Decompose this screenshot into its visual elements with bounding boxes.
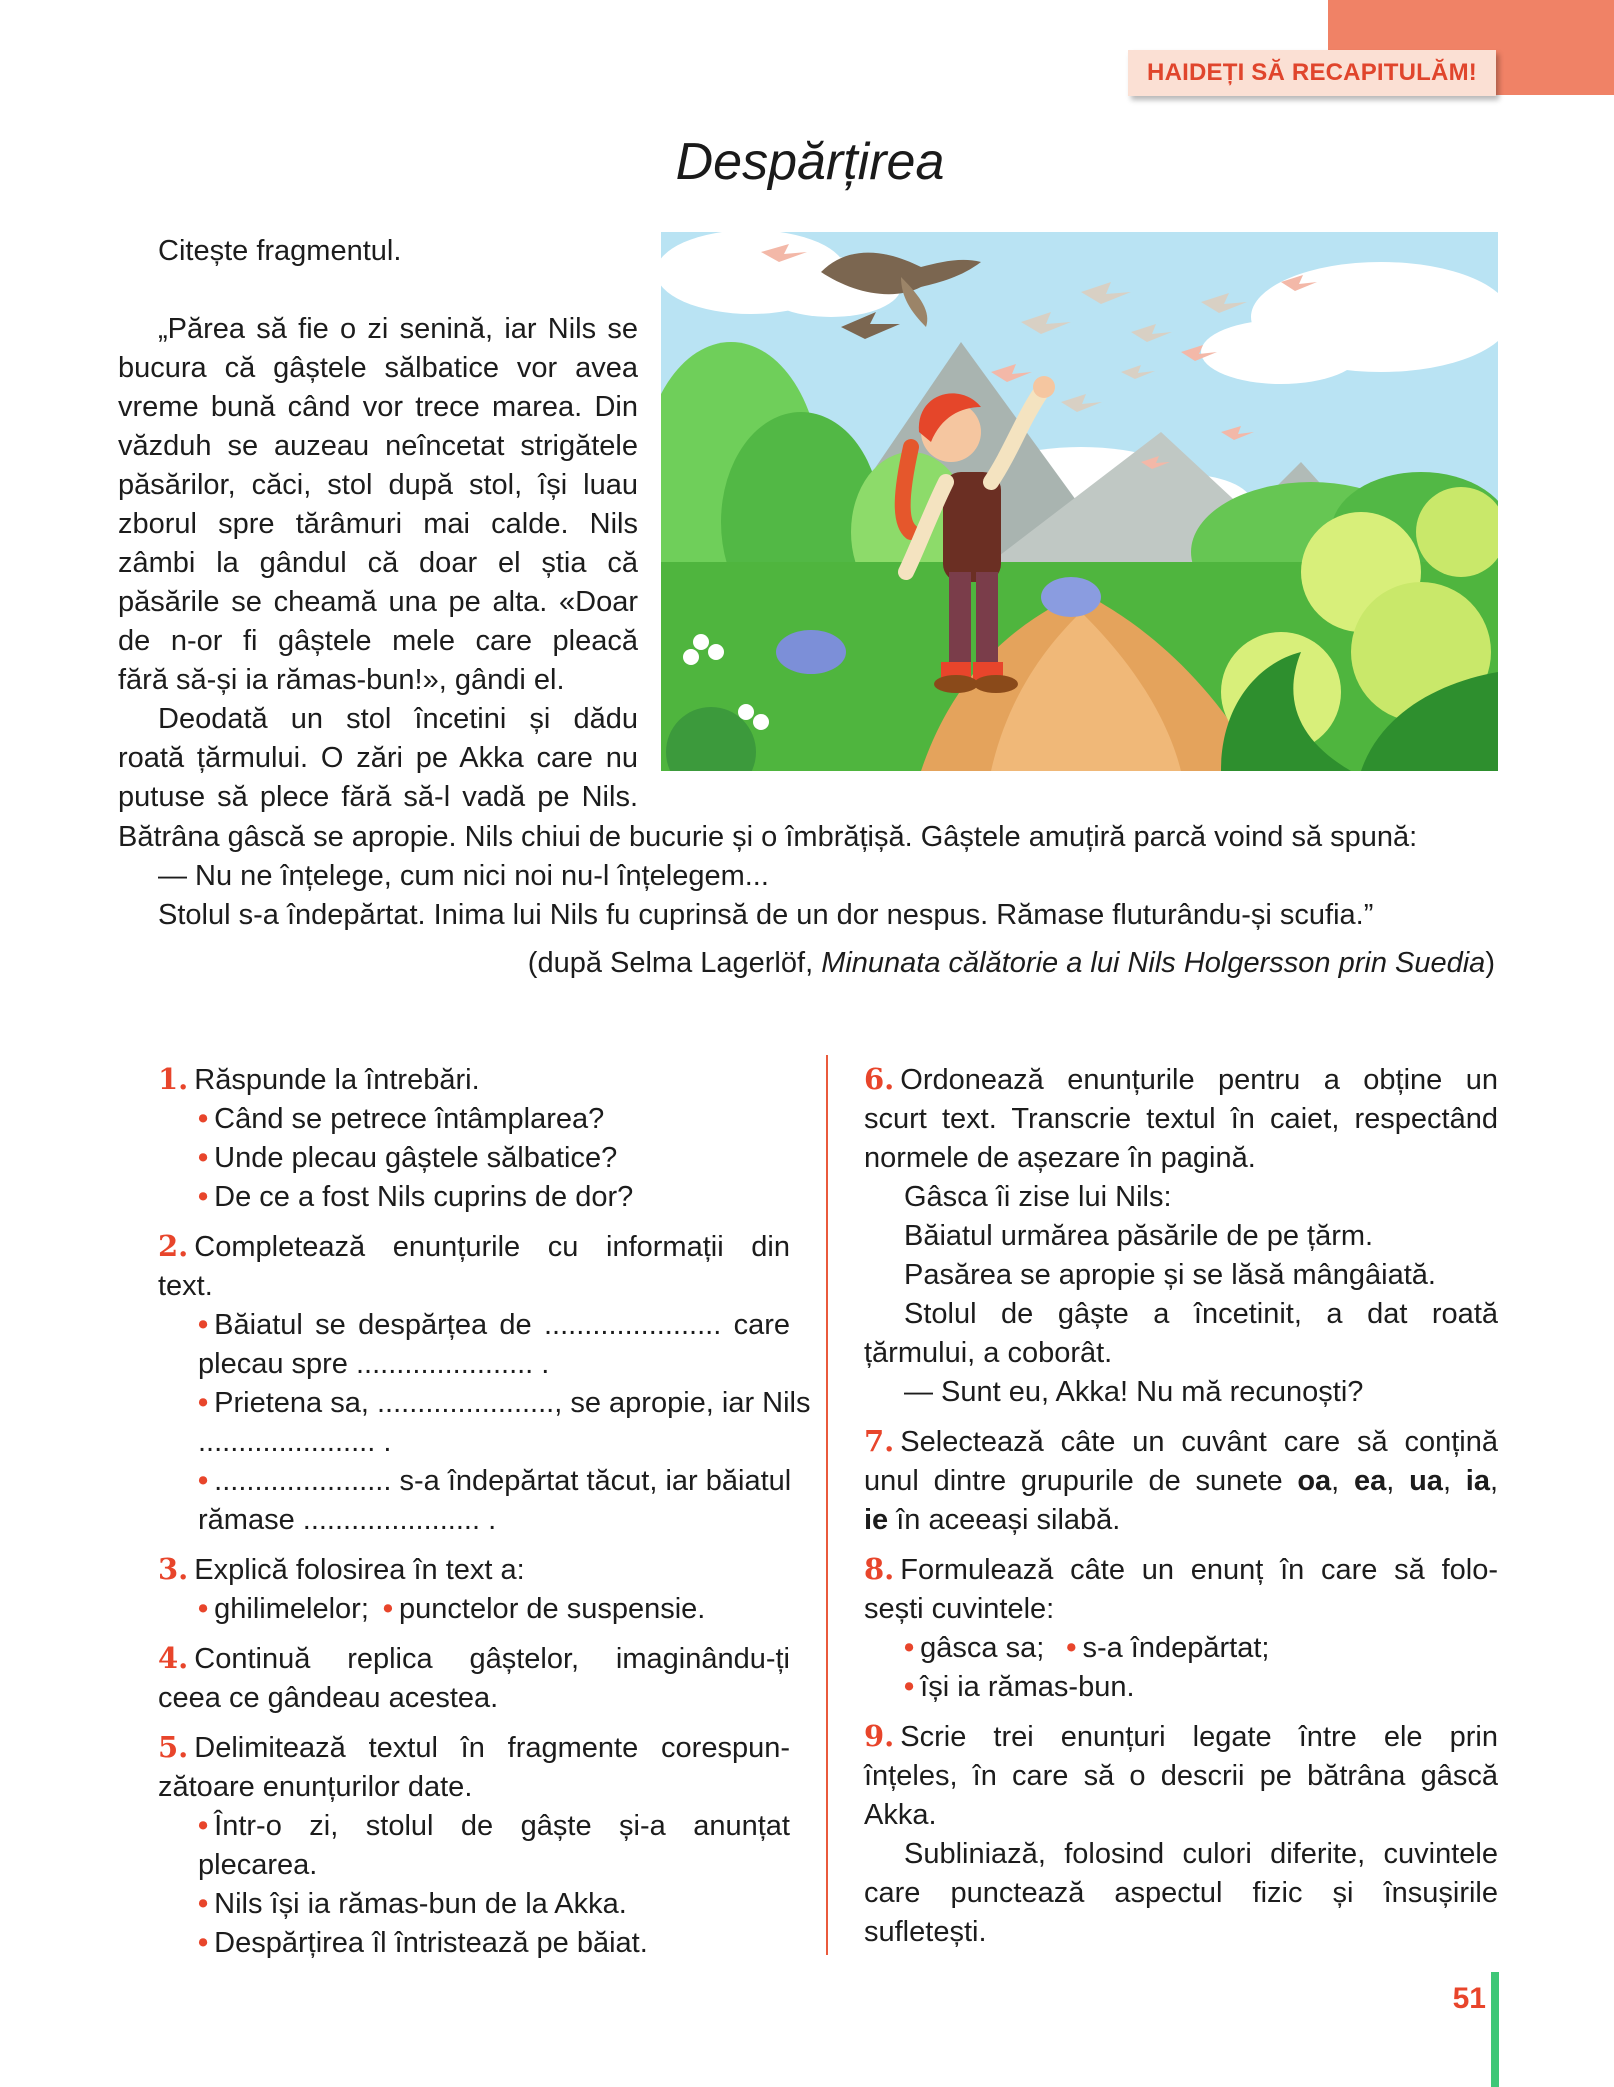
exercise-6	[864, 1060, 1498, 1412]
exercise-note-cont: care punctează aspectul fizic și însușirile	[864, 1877, 1498, 1909]
exercise-prompt-cont: unul dintre grupurile de sunete oa, ea, ua, ia,	[864, 1465, 1499, 1497]
list-item	[864, 1629, 1498, 1668]
passage-line: fără să-și ia rămas-bun!», gândi el.	[118, 664, 565, 696]
exercise-9	[864, 1717, 1498, 1952]
list-item	[158, 1384, 811, 1423]
exercise-5	[158, 1728, 790, 1963]
exercise-prompt: Completează enunțurile cu informații din	[194, 1231, 790, 1263]
passage-line: bucura că gâștele sălbatice vor avea	[118, 352, 638, 384]
page-title: Despărțirea	[675, 133, 945, 191]
passage-line: Deodată un stol încetini și dădu	[158, 703, 638, 735]
sentence-item-cont: țărmului, a coborât.	[864, 1337, 1113, 1369]
list-item-text: Când se petrece întâmplarea?	[214, 1103, 605, 1135]
passage-left-column	[118, 232, 638, 817]
list-item	[158, 1178, 790, 1217]
exercise-prompt-cont: zătoare enunțurilor date.	[158, 1771, 473, 1803]
exercise-note: Subliniază, folosind culori diferite, cuvintele	[904, 1838, 1498, 1870]
reading-instruction-text: Citește fragmentul.	[158, 235, 402, 267]
list-item-text: ghilimelelor;	[214, 1593, 369, 1625]
passage-line: păsărilor, căci, stol după stol, își luau	[118, 469, 638, 501]
passage-dialogue-line: — Nu ne înțelege, cum nici noi nu-l înțelegem...	[158, 860, 769, 892]
exercise-number: 9.	[864, 1719, 895, 1753]
exercise-prompt: Explică folosirea în text a:	[194, 1554, 525, 1586]
separator: ,	[1331, 1465, 1354, 1497]
sentence-item: Gâsca îi zise lui Nils:	[904, 1181, 1172, 1213]
bullet-icon: •	[198, 1103, 209, 1135]
list-item	[158, 1139, 790, 1178]
exercise-prompt: Ordonează enunțurile pentru a obține un	[900, 1064, 1498, 1096]
passage-line: Stolul s-a îndepărtat. Inima lui Nils fu cuprinsă de un dor nespus. Rămase fluturându-și scufia.”	[158, 899, 1374, 931]
exercise-prompt: Selectează câte un cuvânt care să conțină	[900, 1426, 1498, 1458]
exercise-prompt: Continuă replica gâștelor, imaginându-ți	[194, 1643, 790, 1675]
exercise-2	[158, 1227, 811, 1540]
separator: ,	[1442, 1465, 1466, 1497]
exercise-number: 7.	[864, 1424, 895, 1458]
page-number: 51	[1452, 1982, 1486, 2015]
sound-group: ie	[864, 1504, 889, 1536]
bullet-icon: •	[198, 1465, 209, 1497]
exercise-1	[158, 1060, 790, 1217]
list-item-cont: plecau spre ...................... .	[198, 1348, 550, 1380]
list-item-cont: plecarea.	[198, 1849, 318, 1881]
list-item-cont: rămase ...................... .	[198, 1504, 497, 1536]
passage-line: „Părea să fie o zi senină, iar Nils se	[158, 313, 638, 345]
list-item-text: gâsca sa;	[920, 1632, 1045, 1664]
exercise-8	[864, 1550, 1498, 1707]
bullet-icon: •	[198, 1142, 209, 1174]
passage-line: de n-or fi gâștele mele care pleacă	[118, 625, 638, 657]
column-divider	[826, 1055, 828, 1955]
list-item	[158, 1462, 790, 1501]
reading-instruction	[118, 232, 638, 271]
sentence-item: — Sunt eu, Akka! Nu mă recunoști?	[904, 1376, 1364, 1408]
exercise-number: 6.	[864, 1062, 895, 1096]
list-item	[158, 1924, 790, 1963]
bullet-icon: •	[1066, 1632, 1077, 1664]
list-item-text: își ia rămas-bun.	[920, 1671, 1135, 1703]
exercise-prompt-cont	[864, 1501, 1498, 1540]
illustration-art	[661, 232, 1498, 771]
illustration	[661, 232, 1498, 771]
list-item-text: Băiatul se despărțea de ...................... care	[214, 1309, 790, 1341]
passage-side-lines	[118, 310, 638, 817]
exercise-prompt-cont: ceea ce gândeau acestea.	[158, 1682, 499, 1714]
section-tab	[1128, 50, 1496, 96]
list-item	[158, 1306, 790, 1345]
list-item-text: ...................... s-a îndepărtat tăcut, iar băiatul	[214, 1465, 792, 1497]
bullet-icon: •	[198, 1309, 209, 1341]
list-item	[158, 1885, 790, 1924]
exercises-right-column	[864, 1060, 1498, 1962]
exercise-prompt-cont: înțeles, în care să o descrii pe bătrâna gâscă	[864, 1760, 1498, 1792]
passage-line: zborul spre tărâmuri mai calde. Nils	[118, 508, 638, 540]
passage-line: Bătrâna gâscă se apropie. Nils chiui de bucurie și o îmbrățișă. Gâștele amuțiră parcă voind să spună:	[118, 821, 1418, 853]
list-item-text: Prietena sa, ......................, se apropie, iar Nils	[214, 1387, 811, 1419]
sound-group: ea	[1354, 1465, 1387, 1497]
source-prefix: (după Selma Lagerlöf,	[527, 947, 822, 979]
exercise-prompt-cont: Akka.	[864, 1799, 937, 1831]
bullet-icon: •	[198, 1181, 209, 1213]
passage-line: vreme bună când vor trece marea. Din	[118, 391, 638, 423]
source-citation	[497, 947, 1495, 980]
prompt-text: unul dintre grupurile de sunete	[864, 1465, 1298, 1497]
sound-group: ia	[1465, 1465, 1490, 1497]
bullet-icon: •	[198, 1888, 209, 1920]
bullet-icon: •	[198, 1810, 209, 1842]
exercise-7	[864, 1422, 1498, 1540]
exercise-4	[158, 1639, 790, 1718]
exercise-number: 5.	[158, 1730, 189, 1764]
list-item-text: Unde plecau gâștele sălbatice?	[214, 1142, 618, 1174]
bullet-icon: •	[382, 1593, 394, 1625]
bullet-icon: •	[198, 1593, 209, 1625]
bullet-icon: •	[904, 1632, 915, 1664]
sound-group: oa	[1297, 1465, 1332, 1497]
exercise-number: 3.	[158, 1552, 189, 1586]
prompt-text: în aceeași silabă.	[888, 1504, 1121, 1536]
exercise-number: 2.	[158, 1229, 189, 1263]
source-suffix: )	[1485, 947, 1495, 979]
list-item-text: punctelor de suspensie.	[399, 1593, 706, 1625]
separator: ,	[1386, 1465, 1410, 1497]
sentence-item: Băiatul urmărea păsările de pe țărm.	[904, 1220, 1374, 1252]
exercise-number: 1.	[158, 1062, 189, 1096]
exercise-prompt-cont: normele de așezare în pagină.	[864, 1142, 1256, 1174]
list-item-text: Într-o zi, stolul de gâște și-a anunțat	[214, 1810, 790, 1842]
list-item	[158, 1100, 790, 1139]
passage-line: roată țărmului. O zări pe Akka care nu	[118, 742, 638, 774]
bullet-icon: •	[198, 1927, 209, 1959]
exercise-prompt: Formulează câte un enunț în care să folo-	[900, 1554, 1498, 1586]
passage-line: văzduh se auzeau neîncetat strigătele	[118, 430, 638, 462]
list-item-text: De ce a fost Nils cuprins de dor?	[214, 1181, 634, 1213]
passage-full-lines	[118, 818, 1498, 935]
list-item-text: Despărțirea îl întristează pe băiat.	[214, 1927, 648, 1959]
exercise-prompt-cont: text.	[158, 1270, 213, 1302]
passage-line: putuse să plece fără să-l vadă pe Nils.	[118, 781, 638, 813]
sentence-item: Stolul de gâște a încetinit, a dat roată	[904, 1298, 1498, 1330]
exercise-note-cont: sufletești.	[864, 1916, 987, 1948]
list-item-text: Nils își ia rămas-bun de la Akka.	[214, 1888, 627, 1920]
bullet-icon: •	[198, 1387, 209, 1419]
list-item-cont: ...................... .	[198, 1426, 392, 1458]
sound-group: ua	[1409, 1465, 1443, 1497]
list-item	[864, 1668, 1498, 1707]
list-item	[158, 1807, 790, 1846]
exercises-left-column	[158, 1060, 811, 1973]
bullet-icon: •	[904, 1671, 915, 1703]
page-number-bar	[1491, 1972, 1499, 2087]
exercise-number: 4.	[158, 1641, 189, 1675]
exercise-prompt: Răspunde la întrebări.	[194, 1064, 480, 1096]
passage-line: zâmbi la gândul că doar el știa că	[118, 547, 638, 579]
exercise-3	[158, 1550, 790, 1629]
exercise-prompt: Delimitează textul în fragmente corespun-	[194, 1732, 790, 1764]
exercise-prompt: Scrie trei enunțuri legate între ele prin	[900, 1721, 1498, 1753]
exercise-prompt-cont: scurt text. Transcrie textul în caiet, respectând	[864, 1103, 1498, 1135]
exercise-prompt-cont: sești cuvintele:	[864, 1593, 1055, 1625]
section-tab-label: HAIDEȚI SĂ RECAPITULĂM!	[1147, 59, 1477, 86]
exercise-number: 8.	[864, 1552, 895, 1586]
list-item	[158, 1590, 790, 1629]
list-item-text: s-a îndepărtat;	[1082, 1632, 1270, 1664]
sentence-item: Pasărea se apropie și se lăsă mângâiată.	[904, 1259, 1436, 1291]
source-book-title: Minunata călătorie a lui Nils Holgersson prin Suedia	[821, 947, 1486, 979]
passage-line: păsările se cheamă una pe alta. «Doar	[118, 586, 638, 618]
